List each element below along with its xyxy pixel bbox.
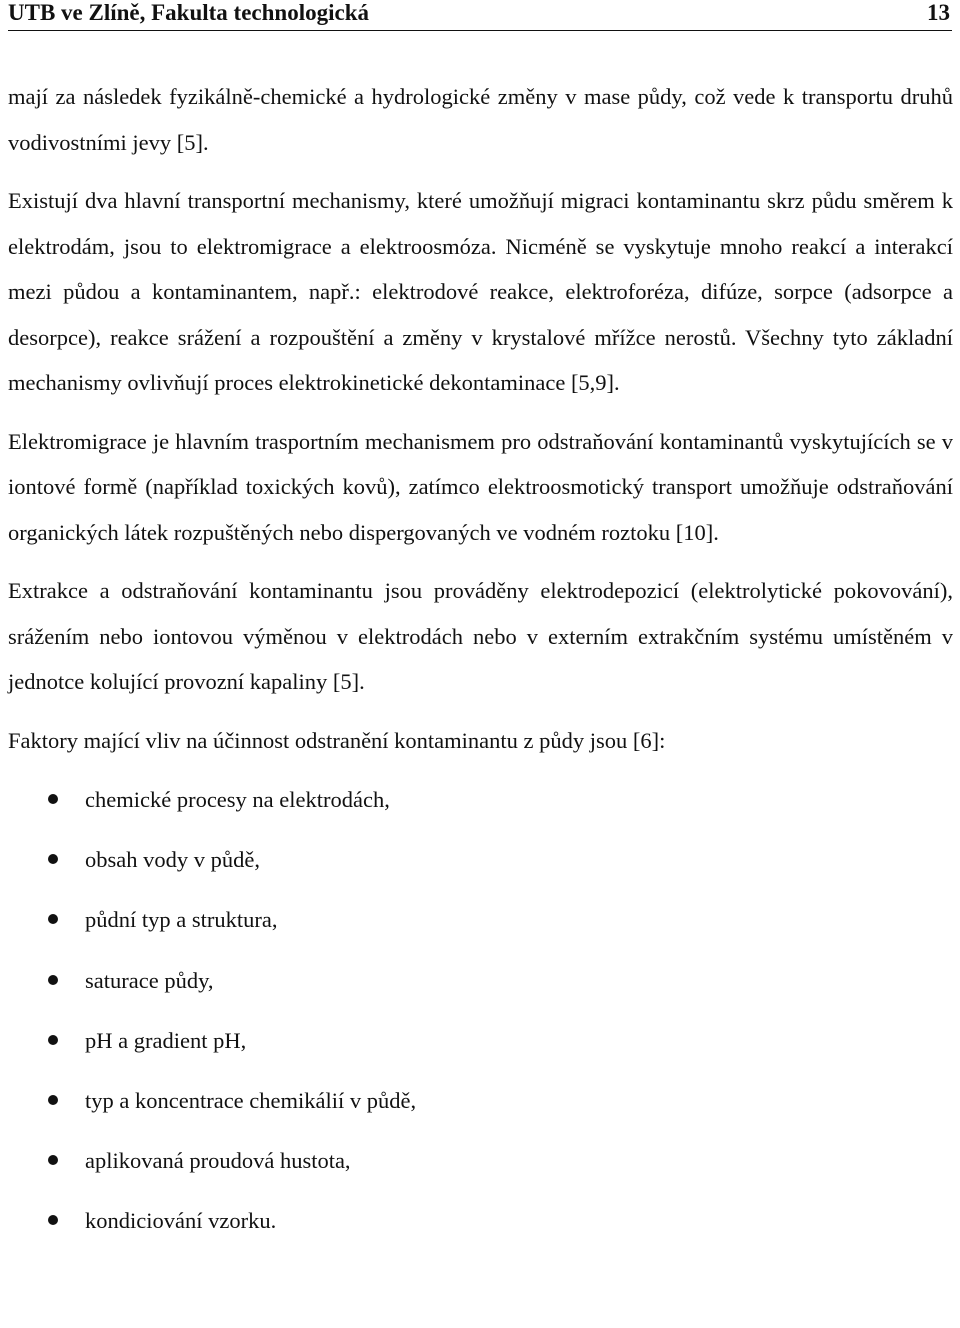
bullet-icon bbox=[48, 1215, 58, 1225]
list-item-text: aplikovaná proudová hustota, bbox=[85, 1148, 351, 1174]
bullet-icon bbox=[48, 1035, 58, 1045]
paragraph-transport: mají za následek fyzikálně-chemické a hydrologické změny v mase půdy, což vede k transportu druhů vodivostními jevy [5]. bbox=[8, 84, 953, 155]
list-item bbox=[8, 1198, 953, 1258]
bullet-icon bbox=[48, 1155, 58, 1165]
bullet-icon bbox=[48, 914, 58, 924]
list-item-text: obsah vody v půdě, bbox=[85, 847, 260, 873]
bullet-icon bbox=[48, 794, 58, 804]
paragraph-extraction: Extrakce a odstraňování kontaminantu jsou prováděny elektrodepozicí (elektrolytické pokovování), srážením nebo iontovou výměnou v elektrodách nebo v externím extrakčním systému umístěném v jednotce kolující provozní kapaliny [5]. bbox=[8, 578, 953, 694]
list-item-text: chemické procesy na elektrodách, bbox=[85, 787, 390, 812]
list-item bbox=[8, 958, 953, 1018]
list-item bbox=[8, 777, 953, 837]
page-body bbox=[8, 74, 953, 1259]
list-item bbox=[8, 1138, 953, 1198]
list-item bbox=[8, 837, 953, 897]
list-item-text: půdní typ a struktura, bbox=[85, 907, 278, 933]
list-item-text: saturace půdy, bbox=[85, 967, 214, 993]
list-item bbox=[8, 897, 953, 957]
factors-list bbox=[8, 777, 953, 1259]
page-header bbox=[8, 0, 952, 31]
header-title: UTB ve Zlíně, Fakulta technologická bbox=[8, 0, 369, 25]
bullet-icon bbox=[48, 854, 58, 864]
list-item-text: kondiciování vzorku. bbox=[85, 1208, 277, 1234]
list-item bbox=[8, 1018, 953, 1078]
list-item bbox=[8, 1078, 953, 1138]
factors-intro: Faktory mající vliv na účinnost odstranění kontaminantu z půdy jsou [6]: bbox=[8, 727, 666, 753]
paragraph-mechanisms: Existují dva hlavní transportní mechanismy, které umožňují migraci kontaminantu skrz půdu směrem k elektrodám, jsou to elektromigrace a elektroosmóza. Nicméně se vyskytuje mnoho reakcí a interakcí mezi půdou a kontaminantem, např.: elektrodové reakce, elektroforéza, difúze, sorpce (adsorpce a desorpce), reakce srážení a rozpouštění a změny v krystalové mřížce nerostů. Všechny tyto základní mechanismy ovlivňují proces elektrokinetické dekontaminace [5,9]. bbox=[8, 188, 953, 395]
bullet-icon bbox=[48, 975, 58, 985]
paragraph-electromigration: Elektromigrace je hlavním trasportním mechanismem pro odstraňování kontaminantů vyskytujících se v iontové formě (například toxických kovů), zatímco elektroosmotický transport umožňuje odstraňování organických látek rozpuštěných nebo dispergovaných ve vodném roztoku [10]. bbox=[8, 428, 953, 545]
bullet-icon bbox=[48, 1095, 58, 1105]
list-item-text: pH a gradient pH, bbox=[85, 1027, 247, 1053]
page-number: 13 bbox=[927, 0, 950, 25]
list-item-text: typ a koncentrace chemikálií v půdě, bbox=[85, 1087, 417, 1113]
